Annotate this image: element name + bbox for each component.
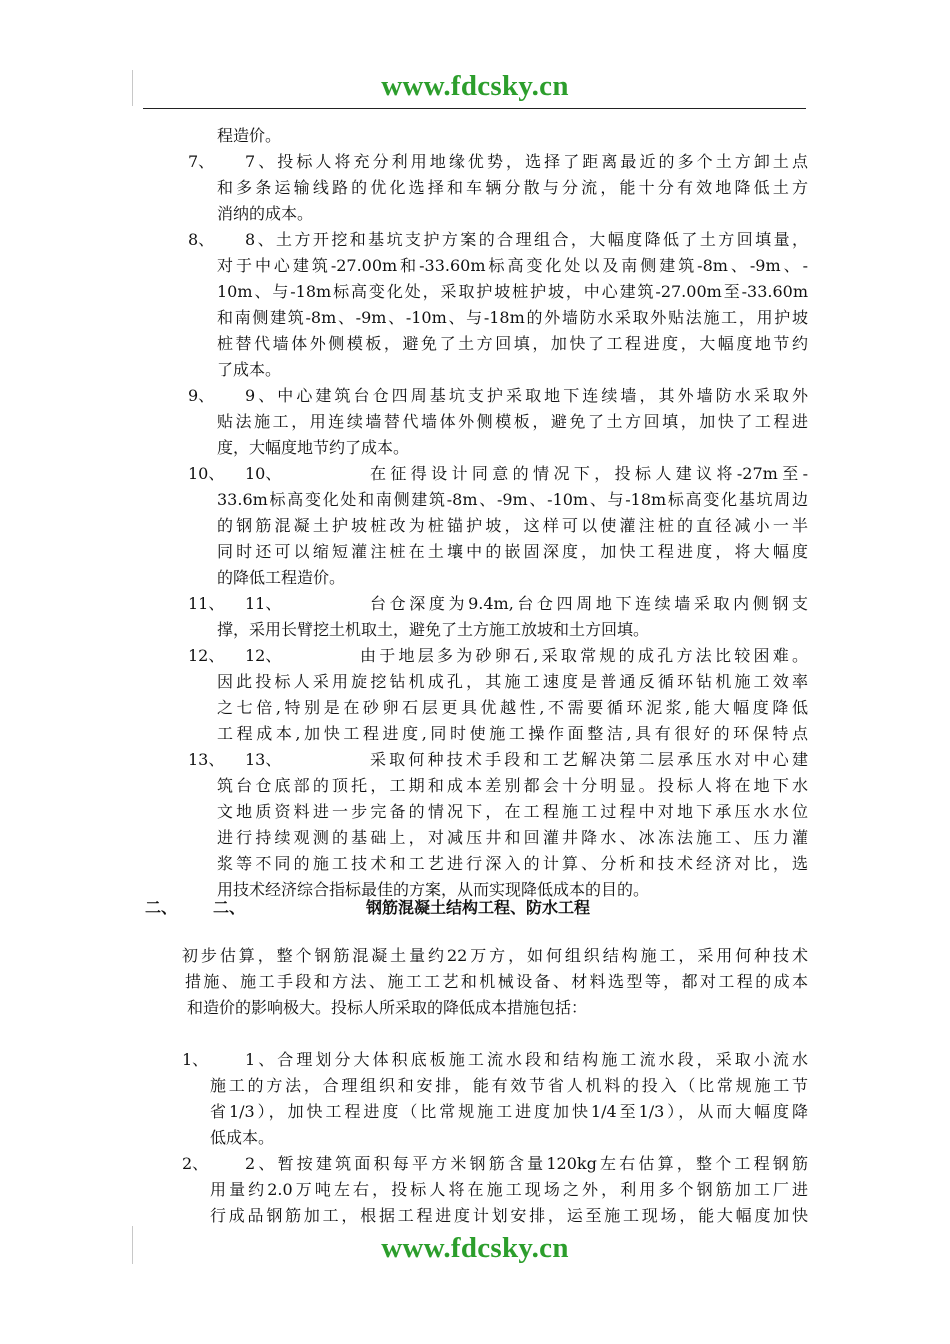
text-line: 13、 bbox=[188, 750, 225, 769]
text-line: 之七倍,特别是在砂卵石层更具优越性,不需要循环泥浆,能大幅度降低 bbox=[217, 698, 808, 717]
text-line: 10、 bbox=[245, 464, 282, 483]
text-line: 筑台仓底部的顶托，工期和成本差别都会十分明显。投标人将在地下水 bbox=[217, 776, 808, 795]
text-line: 在征得设计同意的情况下，投标人建议将-27m至- bbox=[370, 464, 808, 483]
text-line: 和造价的影响极大。投标人所采取的降低成本措施包括： bbox=[187, 998, 588, 1017]
text-line: 省1/3），加快工程进度（比常规施工进度加快1/4至1/3），从而大幅度降 bbox=[210, 1102, 808, 1121]
text-line: 进行持续观测的基础上，对减压井和回灌井降水、冰冻法施工、压力灌 bbox=[217, 828, 808, 847]
text-line: 和南侧建筑-8m、-9m、-10m、与-18m的外墙防水采取外贴法施工，用护坡 bbox=[217, 308, 808, 327]
text-line: 1、 bbox=[182, 1050, 209, 1069]
text-line: 8、土方开挖和基坑支护方案的合理组合，大幅度降低了土方回填量， bbox=[245, 230, 808, 249]
text-line: 7、投标人将充分利用地缘优势，选择了距离最近的多个土方卸土点 bbox=[245, 152, 808, 171]
text-line: 撑，采用长臂挖土机取土，避免了土方施工放坡和土方回填。 bbox=[217, 620, 650, 639]
text-line: 12、 bbox=[188, 646, 225, 665]
text-line: 文地质资料进一步完备的情况下，在工程施工过程中对地下承压水水位 bbox=[217, 802, 808, 821]
section-heading: 二、 bbox=[213, 898, 246, 917]
text-line: 2、 bbox=[182, 1154, 209, 1173]
text-line: 33.6m标高变化处和南侧建筑-8m、-9m、-10m、与-18m标高变化基坑周边 bbox=[217, 490, 808, 509]
text-line: 度，大幅度地节约了成本。 bbox=[217, 438, 410, 457]
text-line: 桩替代墙体外侧模板，避免了土方回填，加快了工程进度，大幅度地节约 bbox=[217, 334, 808, 353]
text-line: 行成品钢筋加工，根据工程进度计划安排，运至施工现场，能大幅度加快 bbox=[210, 1206, 808, 1225]
text-line: 11、 bbox=[245, 594, 282, 613]
text-line: 程造价。 bbox=[217, 126, 282, 145]
text-line: 用技术经济综合指标最佳的方案，从而实现降低成本的目的。 bbox=[217, 880, 650, 899]
text-line: 的钢筋混凝土护坡桩改为桩锚护坡，这样可以使灌注桩的直径减小一半 bbox=[217, 516, 808, 535]
section-heading: 钢筋混凝土结构工程、防水工程 bbox=[366, 898, 591, 917]
text-line: 由于地层多为砂卵石,采取常规的成孔方法比较困难。 bbox=[360, 646, 808, 665]
text-line: 了成本。 bbox=[217, 360, 282, 379]
header-rule bbox=[143, 108, 806, 109]
text-line: 8、 bbox=[188, 230, 215, 249]
header-site-url[interactable]: www.fdcsky.cn bbox=[381, 70, 569, 102]
text-line: 10m、与-18m标高变化处，采取护坡桩护坡，中心建筑-27.00m至-33.60m bbox=[217, 282, 808, 301]
text-line: 贴法施工，用连续墙替代墙体外侧模板，避免了土方回填，加快了工程进 bbox=[217, 412, 808, 431]
text-line: 和多条运输线路的优化选择和车辆分散与分流，能十分有效地降低土方 bbox=[217, 178, 808, 197]
footer-site-url[interactable]: www.fdcsky.cn bbox=[381, 1232, 569, 1264]
text-line: 13、 bbox=[245, 750, 282, 769]
text-line: 措施、施工手段和方法、施工工艺和机械设备、材料选型等，都对工程的成本 bbox=[185, 972, 808, 991]
text-line: 消纳的成本。 bbox=[217, 204, 314, 223]
text-line: 浆等不同的施工技术和工艺进行深入的计算、分析和技术经济对比，选 bbox=[217, 854, 808, 873]
text-line: 工程成本,加快工程进度,同时使施工操作面整洁,具有很好的环保特点 bbox=[217, 724, 808, 743]
text-line: 因此投标人采用旋挖钻机成孔，其施工速度是普通反循环钻机施工效率 bbox=[217, 672, 808, 691]
text-line: 初步估算，整个钢筋混凝土量约22万方，如何组织结构施工，采用何种技术 bbox=[182, 946, 808, 965]
text-line: 对于中心建筑-27.00m和-33.60m标高变化处以及南侧建筑-8m、-9m、- bbox=[217, 256, 808, 275]
text-line: 10、 bbox=[188, 464, 225, 483]
text-line: 低成本。 bbox=[210, 1128, 275, 1147]
text-line: 9、中心建筑台仓四周基坑支护采取地下连续墙，其外墙防水采取外 bbox=[245, 386, 808, 405]
text-line: 同时还可以缩短灌注桩在土壤中的嵌固深度，加快工程进度，将大幅度 bbox=[217, 542, 808, 561]
text-line: 的降低工程造价。 bbox=[217, 568, 346, 587]
text-line: 9、 bbox=[188, 386, 215, 405]
text-line: 台仓深度为9.4m,台仓四周地下连续墙采取内侧钢支 bbox=[370, 594, 808, 613]
text-line: 1、合理划分大体积底板施工流水段和结构施工流水段，采取小流水 bbox=[245, 1050, 808, 1069]
text-line: 采取何种技术手段和工艺解决第二层承压水对中心建 bbox=[370, 750, 808, 769]
text-line: 12、 bbox=[245, 646, 282, 665]
text-line: 2、暂按建筑面积每平方米钢筋含量120kg左右估算，整个工程钢筋 bbox=[245, 1154, 808, 1173]
text-line: 用量约2.0万吨左右，投标人将在施工现场之外，利用多个钢筋加工厂进 bbox=[210, 1180, 808, 1199]
text-line: 11、 bbox=[188, 594, 225, 613]
text-line: 7、 bbox=[188, 152, 215, 171]
section-heading: 二、 bbox=[145, 898, 178, 917]
text-line: 施工的方法，合理组织和安排，能有效节省人机料的投入（比常规施工节 bbox=[210, 1076, 808, 1095]
